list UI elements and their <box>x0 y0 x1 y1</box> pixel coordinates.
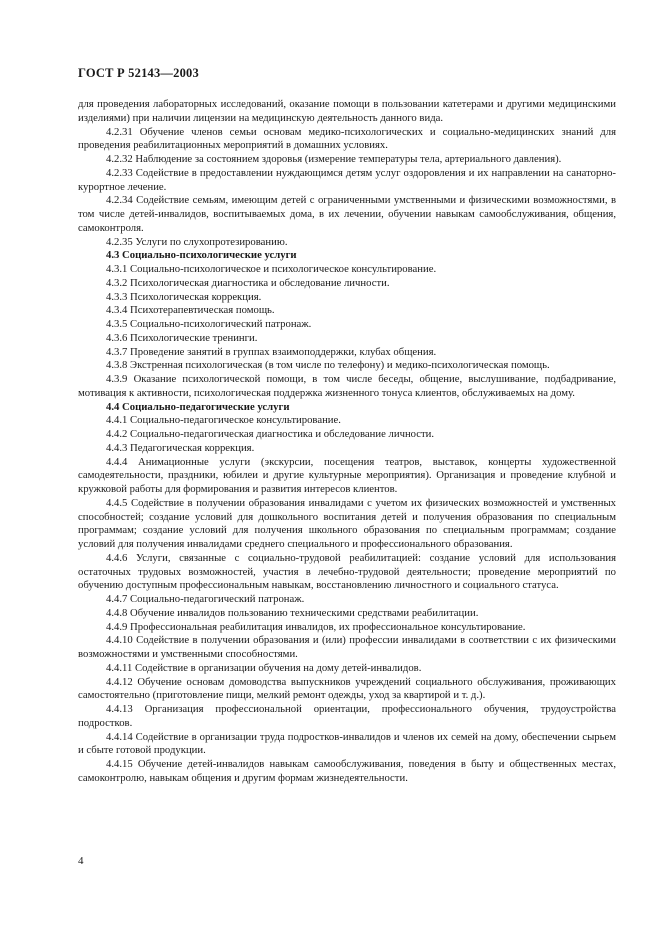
section-heading: 4.4 Социально-педагогические услуги <box>106 400 290 413</box>
clause-paragraph: 4.4.2 Социально-педагогическая диагностика и обследование личности. <box>106 428 435 440</box>
continued-paragraph: для проведения лабораторных исследований, оказание помощи в пользовании катетерами и другими медицинскими изделиями) при наличии лицензии на медицинскую деятельность данного вида. <box>78 98 616 124</box>
clause-paragraph: 4.4.3 Педагогическая коррекция. <box>106 441 255 454</box>
clause-paragraph: 4.4.6 Услуги, связанные с социально-трудовой реабилитацией: создание условий для использования остаточных трудовых возможностей, участия в лечебно-трудовой деятельности; проведение мероприятий по обучению доступным профессиональным навыкам, восстановлению личностного и социального статуса. <box>78 551 616 592</box>
clause-paragraph: 4.4.11 Содействие в организации обучения на дому детей-инвалидов. <box>106 661 422 674</box>
clause-paragraph: 4.4.5 Содействие в получении образования инвалидами с учетом их физических возможностей и умственных способностей; создание условий для дошкольного воспитания детей и получения образования по специальным программам; создание условий для получения школьного образования по специальным программам; создание условий для получения инвалидами среднего специального и профессионального образования. <box>78 496 616 550</box>
clause-paragraph: 4.4.7 Социально-педагогический патронаж. <box>106 593 305 605</box>
page-number: 4 <box>78 855 84 867</box>
clause-paragraph: 4.2.33 Содействие в предоставлении нуждающимся детям услуг оздоровления и их направлении на санаторно-курортное лечение. <box>78 166 616 193</box>
clause-paragraph: 4.3.1 Социально-психологическое и психологическое консультирование. <box>106 263 437 275</box>
clause-paragraph: 4.3.7 Проведение занятий в группах взаимоподдержки, клубах общения. <box>106 345 437 358</box>
clause-paragraph: 4.3.5 Социально-психологический патронаж. <box>106 318 312 330</box>
document-header: ГОСТ Р 52143—2003 <box>78 66 199 80</box>
clause-paragraph: 4.3.3 Психологическая коррекция. <box>106 290 262 303</box>
clause-paragraph: 4.4.14 Содействие в организации труда подростков-инвалидов и членов их семей на дому, обеспечении сырьем и сбыте готовой продукции. <box>78 730 616 757</box>
clause-paragraph: 4.3.9 Оказание психологической помощи, в том числе беседы, общение, выслушивание, подбадривание, мотивация к активности, психологическая поддержка жизненного тонуса клиентов, обслуживаемых на дому. <box>78 373 616 399</box>
clause-paragraph: 4.3.2 Психологическая диагностика и обследование личности. <box>106 276 390 289</box>
document-body <box>78 98 616 786</box>
clause-paragraph: 4.2.32 Наблюдение за состоянием здоровья (измерение температуры тела, артериального давления). <box>106 153 562 165</box>
clause-paragraph: 4.4.1 Социально-педагогическое консультирование. <box>106 414 341 427</box>
clause-paragraph: 4.4.15 Обучение детей-инвалидов навыкам самообслуживания, поведения в быту и общественных местах, самоконтролю, навыкам общения и другим формам жизнедеятельности. <box>78 758 616 784</box>
clause-paragraph: 4.2.31 Обучение членов семьи основам медико-психологических и социально-медицинских знаний для проведения реабилитационных мероприятий в домашних условиях. <box>78 125 616 152</box>
clause-paragraph: 4.4.8 Обучение инвалидов пользованию техническими средствами реабилитации. <box>106 606 479 619</box>
clause-paragraph: 4.3.6 Психологические тренинги. <box>106 331 258 344</box>
clause-paragraph: 4.3.8 Экстренная психологическая (в том числе по телефону) и медико-психологическая помощь. <box>106 359 550 372</box>
section-heading: 4.3 Социально-психологические услуги <box>106 249 297 262</box>
clause-paragraph: 4.4.10 Содействие в получении образования и (или) профессии инвалидами в соответствии с их физическими возможностями и умственными способностями. <box>78 634 616 660</box>
clause-paragraph: 4.4.13 Организация профессиональной ориентации, профессионального обучения, трудоустройства подростков. <box>78 703 616 729</box>
clause-paragraph: 4.4.12 Обучение основам домоводства выпускников учреждений социального обслуживания, проживающих самостоятельно (приготовление пищи, мелкий ремонт одежды, уход за квартирой и т. д.). <box>78 675 616 702</box>
clause-paragraph: 4.2.35 Услуги по слухопротезированию. <box>106 235 288 248</box>
clause-paragraph: 4.4.9 Профессиональная реабилитация инвалидов, их профессиональное консультирование. <box>106 620 526 633</box>
clause-paragraph: 4.4.4 Анимационные услуги (экскурсии, посещения театров, выставок, концерты художественной самодеятельности, праздники, юбилеи и другие культурные мероприятия). Организация и проведение клубной и кружковой работы для формирования и развития интересов клиентов. <box>78 455 616 495</box>
clause-paragraph: 4.2.34 Содействие семьям, имеющим детей с ограниченными умственными и физическими возможностями, в том числе детей-инвалидов, воспитываемых дома, в их лечении, обучении навыкам самообслуживания, общения, самоконтроля. <box>78 194 616 234</box>
clause-paragraph: 4.3.4 Психотерапевтическая помощь. <box>106 304 275 317</box>
